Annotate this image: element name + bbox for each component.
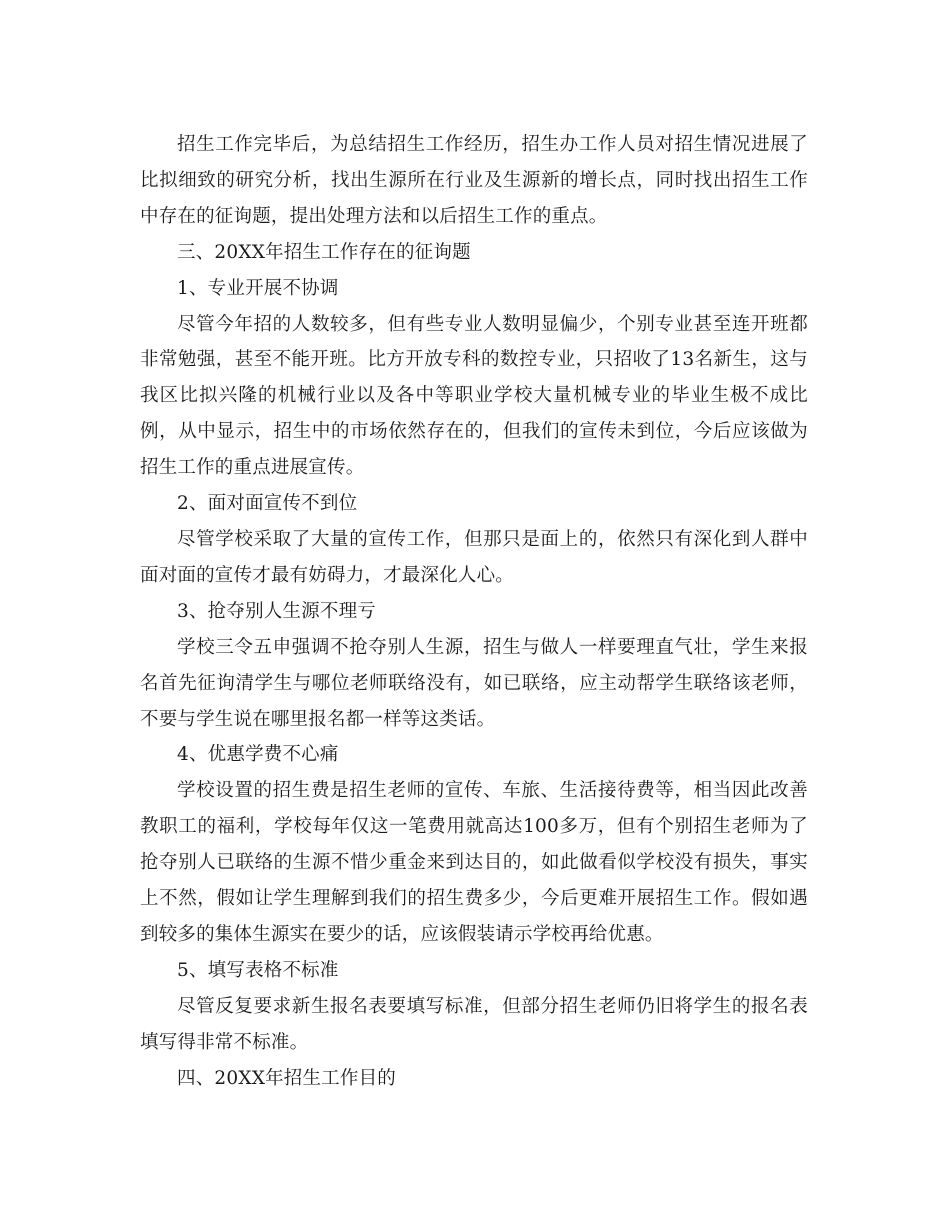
subheading-3: 3、抢夺别人生源不理亏	[177, 600, 376, 622]
paragraph-5: 尽管反复要求新生报名表要填写标准，但部分招生老师仍旧将学生的报名表填写得非常不标准。	[140, 995, 808, 1053]
document-body	[140, 127, 808, 1096]
paragraph-2: 尽管学校采取了大量的宣传工作，但那只是面上的，依然只有深化到人群中面对面的宣传才最有妨碍力，才最深化人心。	[140, 528, 808, 586]
paragraph-3: 学校三令五申强调不抢夺别人生源，招生与做人一样要理直气壮，学生来报名首先征询清学生与哪位老师联络没有，如已联络，应主动帮学生联络该老师，不要与学生说在哪里报名都一样等这类话。	[140, 636, 808, 730]
section-heading-problems: 三、20XX年招生工作存在的征询题	[177, 241, 471, 263]
paragraph-summary-intro: 招生工作完毕后，为总结招生工作经历，招生办工作人员对招生情况进展了比拟细致的研究分析，找出生源所在行业及生源新的增长点，同时找出招生工作中存在的征询题，提出处理方法和以后招生工作的重点。	[140, 134, 808, 227]
subheading-2: 2、面对面宣传不到位	[177, 493, 358, 515]
section-heading-goals: 四、20XX年招生工作目的	[177, 1067, 396, 1089]
paragraph-1: 尽管今年招的人数较多，但有些专业人数明显偏少，个别专业甚至连开班都非常勉强，甚至不能开班。比方开放专科的数控专业，只招收了13名新生，这与我区比拟兴隆的机械行业以及各中等职业学校大量机械专业的毕业生极不成比例，从中显示，招生中的市场依然存在的，但我们的宣传未到位，今后应该做为招生工作的重点进展宣传。	[140, 313, 808, 479]
paragraph-4: 学校设置的招生费是招生老师的宣传、车旅、生活接待费等，相当因此改善教职工的福利，学校每年仅这一笔费用就高达100多万，但有个别招生老师为了抢夺别人已联络的生源不惜少重金来到达目的，如此做看似学校没有损失，事实上不然，假如让学生理解到我们的招生费多少，今后更难开展招生工作。假如遇到较多的集体生源实在要少的话，应该假装请示学校再给优惠。	[140, 780, 808, 945]
subheading-1: 1、专业开展不协调	[177, 277, 339, 299]
subheading-4: 4、优惠学费不心痛	[177, 744, 339, 766]
subheading-5: 5、填写表格不标准	[177, 959, 339, 981]
